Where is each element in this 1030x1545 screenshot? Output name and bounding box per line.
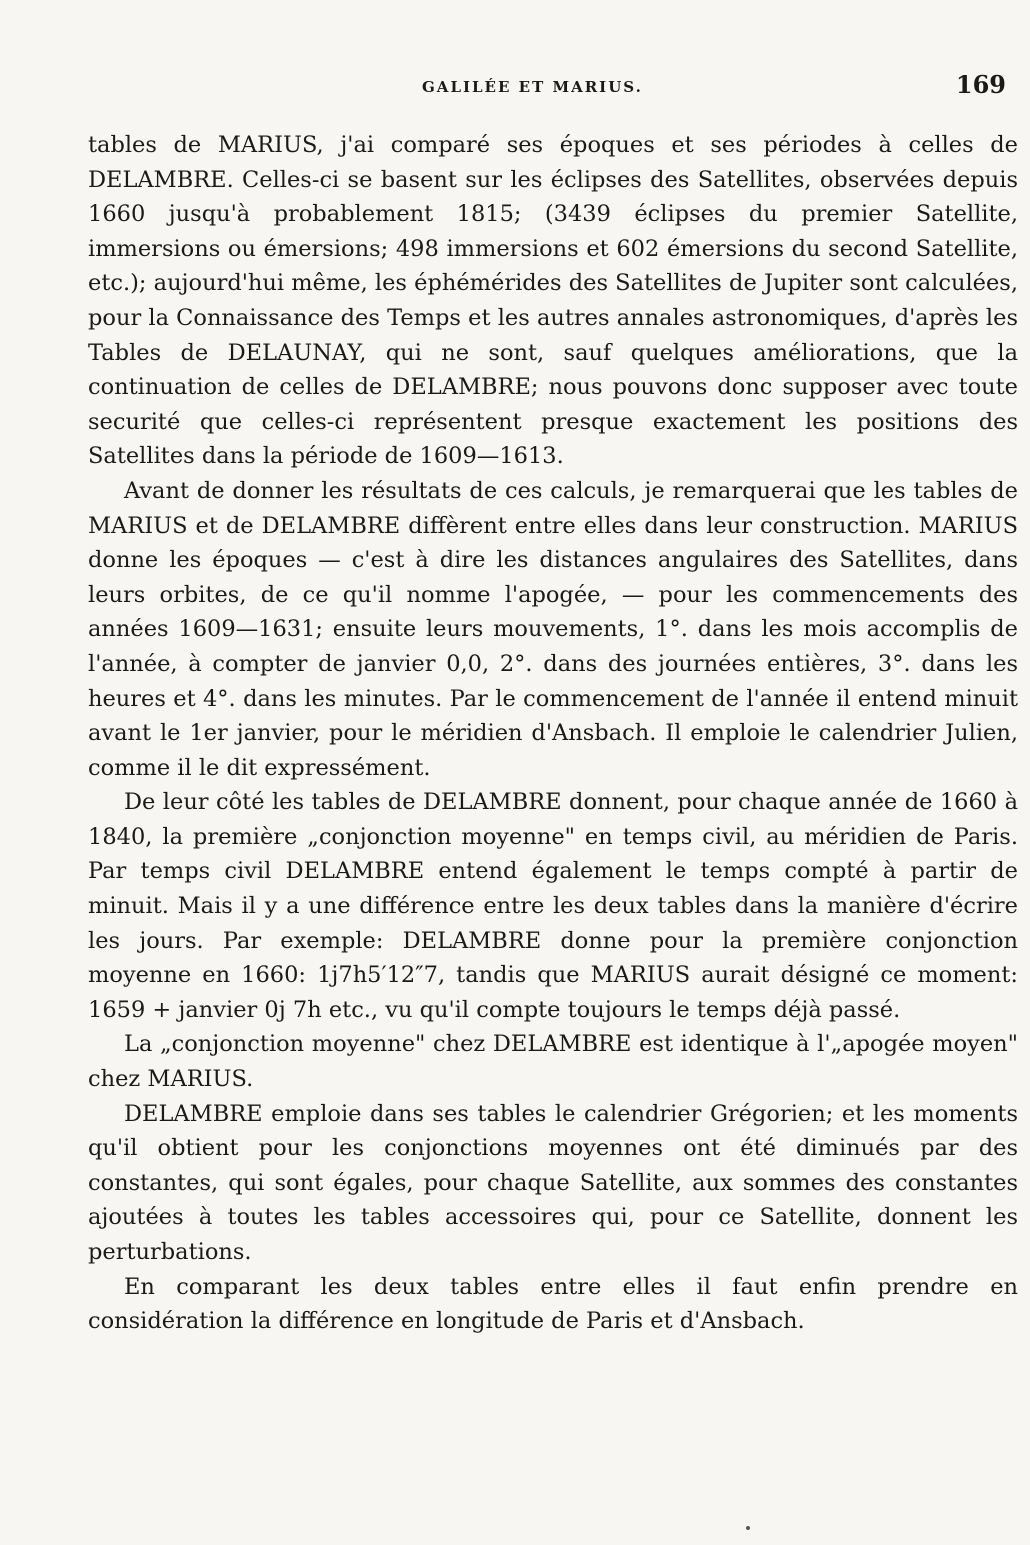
paragraph-2: Avant de donner les résultats de ces calculs, je remarquerai que les tables de MARIUS et de DELAMBRE diffèrent entre elles dans leur construction. MARIUS donne les époques — c'est à dire les distances angulaires des Satellites, dans leurs orbites, de ce qu'il nomme l'apogée, — pour les commencements des années 1609—1631; ensuite leurs mouvements, 1°. dans les mois accomplis de l'année, à compter de janvier 0,0, 2°. dans des journées entières, 3°. dans les heures et 4°. dans les minutes. Par le commencement de l'année il entend minuit avant le 1er janvier, pour le méridien d'Ansbach. Il emploie le calendrier Julien, comme il le dit expressément. [88, 477, 1018, 781]
page-header [0, 70, 1030, 104]
print-speck [746, 1526, 750, 1530]
paragraph-4: La „conjonction moyenne" chez DELAMBRE est identique à l'„apogée moyen" chez MARIUS. [88, 1031, 1018, 1093]
paragraph-1: tables de MARIUS, j'ai comparé ses époques et ses périodes à celles de DELAMBRE. Celles-ci se basent sur les éclipses des Satellites, observées depuis 1660 jusqu'à probablement 1815; (3439 éclipses du premier Satellite, immersions ou émersions; 498 immersions et 602 émersions du second Satellite, etc.); aujourd'hui même, les éphémérides des Satellites de Jupiter sont calculées, pour la Connaissance des Temps et les autres annales astronomiques, d'après les Tables de DELAUNAY, qui ne sont, sauf quelques améliorations, que la continuation de celles de DELAMBRE; nous pouvons donc supposer avec toute securité que celles-ci représentent presque exactement les positions des Satellites dans la période de 1609—1613. [88, 132, 1018, 470]
paragraph-3: De leur côté les tables de DELAMBRE donnent, pour chaque année de 1660 à 1840, la première „conjonction moyenne" en temps civil, au méridien de Paris. Par temps civil DELAMBRE entend également le temps compté à partir de minuit. Mais il y a une différence entre les deux tables dans la manière d'écrire les jours. Par exemple: DELAMBRE donne pour la première conjonction moyenne en 1660: 1j7h5′12″7, tandis que MARIUS aurait désigné ce moment: 1659 + janvier 0j 7h etc., vu qu'il compte toujours le temps déjà passé. [88, 789, 1018, 1023]
paragraph-5: DELAMBRE emploie dans ses tables le calendrier Grégorien; et les moments qu'il obtient pour les conjonctions moyennes ont été diminués par des constantes, qui sont égales, pour chaque Satellite, aux sommes des constantes ajoutées à toutes les tables accessoires qui, pour ce Satellite, donnent les perturbations. [88, 1100, 1018, 1265]
running-title: GALILÉE ET MARIUS. [422, 78, 643, 96]
paragraph-6: En comparant les deux tables entre elles il faut enfin prendre en considération la différence en longitude de Paris et d'Ansbach. [88, 1273, 1018, 1335]
page-number: 169 [955, 70, 1006, 99]
body-text [88, 128, 1018, 1339]
